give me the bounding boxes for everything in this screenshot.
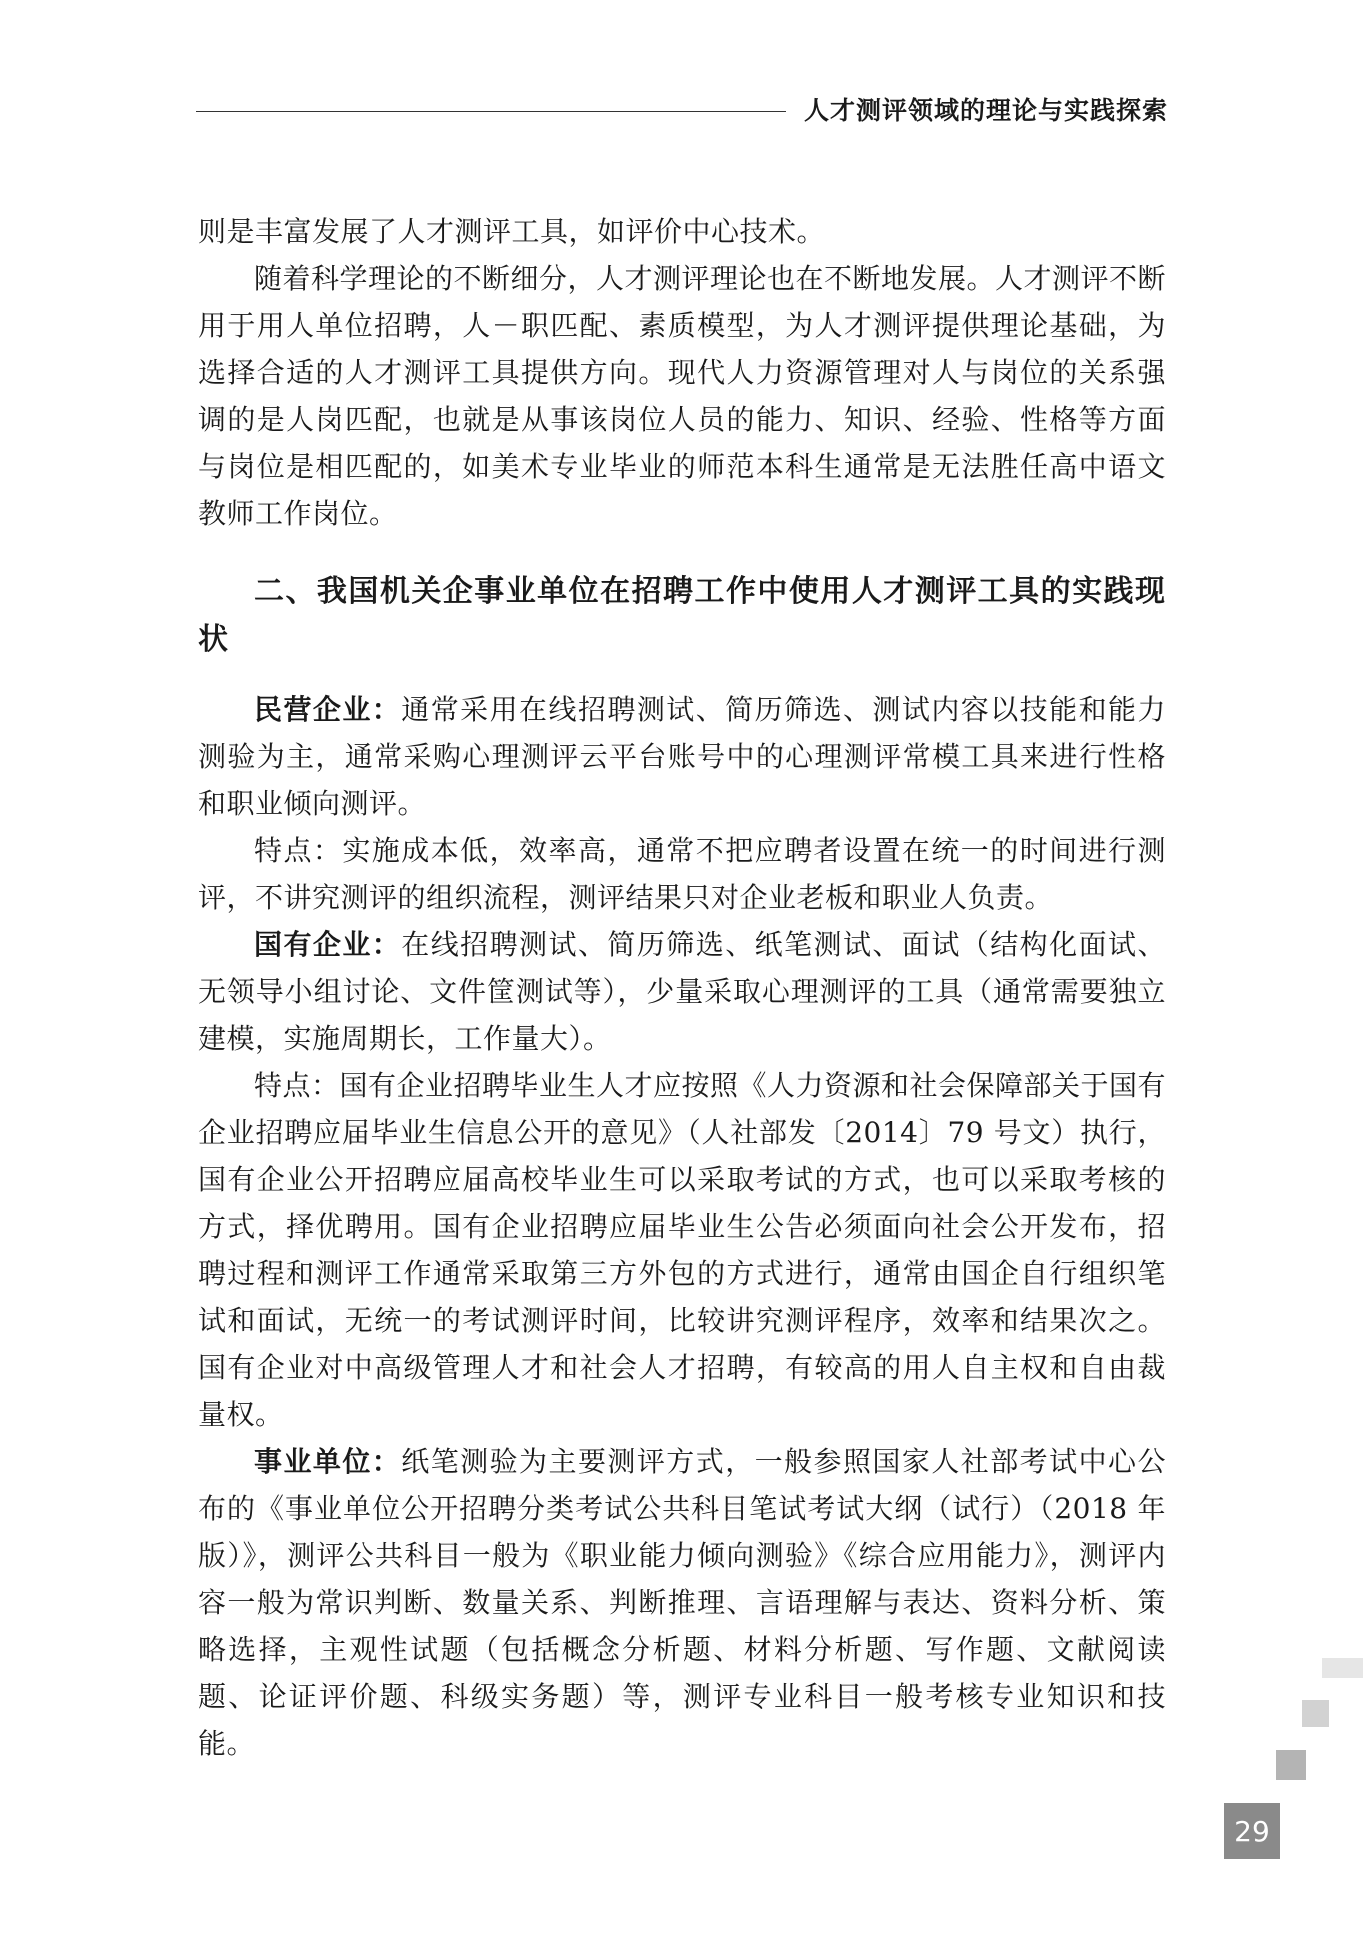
page-number: 29	[1224, 1803, 1280, 1859]
decor-square-mid	[1302, 1700, 1329, 1727]
paragraph-theory: 随着科学理论的不断细分，人才测评理论也在不断地发展。人才测评不断用于用人单位招聘，人－职匹配、素质模型，为人才测评提供理论基础，为选择合适的人才测评工具提供方向。现代人力资源管理对人与岗位的关系强调的是人岗匹配，也就是从事该岗位人员的能力、知识、经验、性格等方面与岗位是相匹配的，如美术专业毕业的师范本科生通常是无法胜任高中语文教师工作岗位。	[198, 262, 1167, 530]
header-title: 人才测评领域的理论与实践探索	[803, 96, 1168, 125]
paragraph-private-enterprise	[198, 686, 1166, 827]
paragraph-state-enterprise	[198, 921, 1166, 1062]
label-private-enterprise: 民营企业：	[254, 693, 402, 726]
header-rule	[196, 111, 786, 112]
paragraph-continuation: 则是丰富发展了人才测评工具，如评价中心技术。	[198, 215, 826, 248]
decor-square-light	[1322, 1658, 1363, 1678]
text-private-enterprise: 通常采用在线招聘测试、简历筛选、测试内容以技能和能力测验为主，通常采购心理测评云平台账号中的心理测评常模工具来进行性格和职业倾向测评。	[198, 693, 1166, 820]
text-public-institution: 纸笔测验为主要测评方式，一般参照国家人社部考试中心公布的《事业单位公开招聘分类考试公共科目笔试考试大纲（试行）（2018 年版）》，测评公共科目一般为《职业能力倾向测验》《综合应用能力》，测评内容一般为常识判断、数量关系、判断推理、言语理解与表达、资料分析、策略选择，主观性试题（包括概念分析题、材料分析题、写作题、文献阅读题、论证评价题、科级实务题）等，测评专业科目一般考核专业知识和技能。	[198, 1445, 1166, 1760]
text-state-enterprise: 在线招聘测试、简历筛选、纸笔测试、面试（结构化面试、无领导小组讨论、文件筐测试等），少量采取心理测评的工具（通常需要独立建模，实施周期长，工作量大）。	[198, 928, 1166, 1055]
paragraph-private-feature: 特点：实施成本低，效率高，通常不把应聘者设置在统一的时间进行测评，不讲究测评的组织流程，测评结果只对企业老板和职业人负责。	[198, 834, 1166, 914]
label-state-enterprise: 国有企业：	[254, 928, 402, 961]
paragraph-public-institution	[198, 1438, 1166, 1767]
decor-square-dark	[1276, 1750, 1306, 1780]
running-header	[196, 84, 1168, 134]
label-public-institution: 事业单位：	[254, 1445, 402, 1478]
paragraph-state-feature: 特点：国有企业招聘毕业生人才应按照《人力资源和社会保障部关于国有企业招聘应届毕业生信息公开的意见》（人社部发〔2014〕79 号文）执行，国有企业公开招聘应届高校毕业生可以采取考试的方式，也可以采取考核的方式，择优聘用。国有企业招聘应届毕业生公告必须面向社会公开发布，招聘过程和测评工作通常采取第三方外包的方式进行，通常由国企自行组织笔试和面试，无统一的考试测评时间，比较讲究测评程序，效率和结果次之。国有企业对中高级管理人才和社会人才招聘，有较高的用人自主权和自由裁量权。	[198, 1069, 1167, 1431]
page-body	[198, 208, 1166, 1767]
section-heading: 二、我国机关企事业单位在招聘工作中使用人才测评工具的实践现状	[198, 574, 1166, 657]
